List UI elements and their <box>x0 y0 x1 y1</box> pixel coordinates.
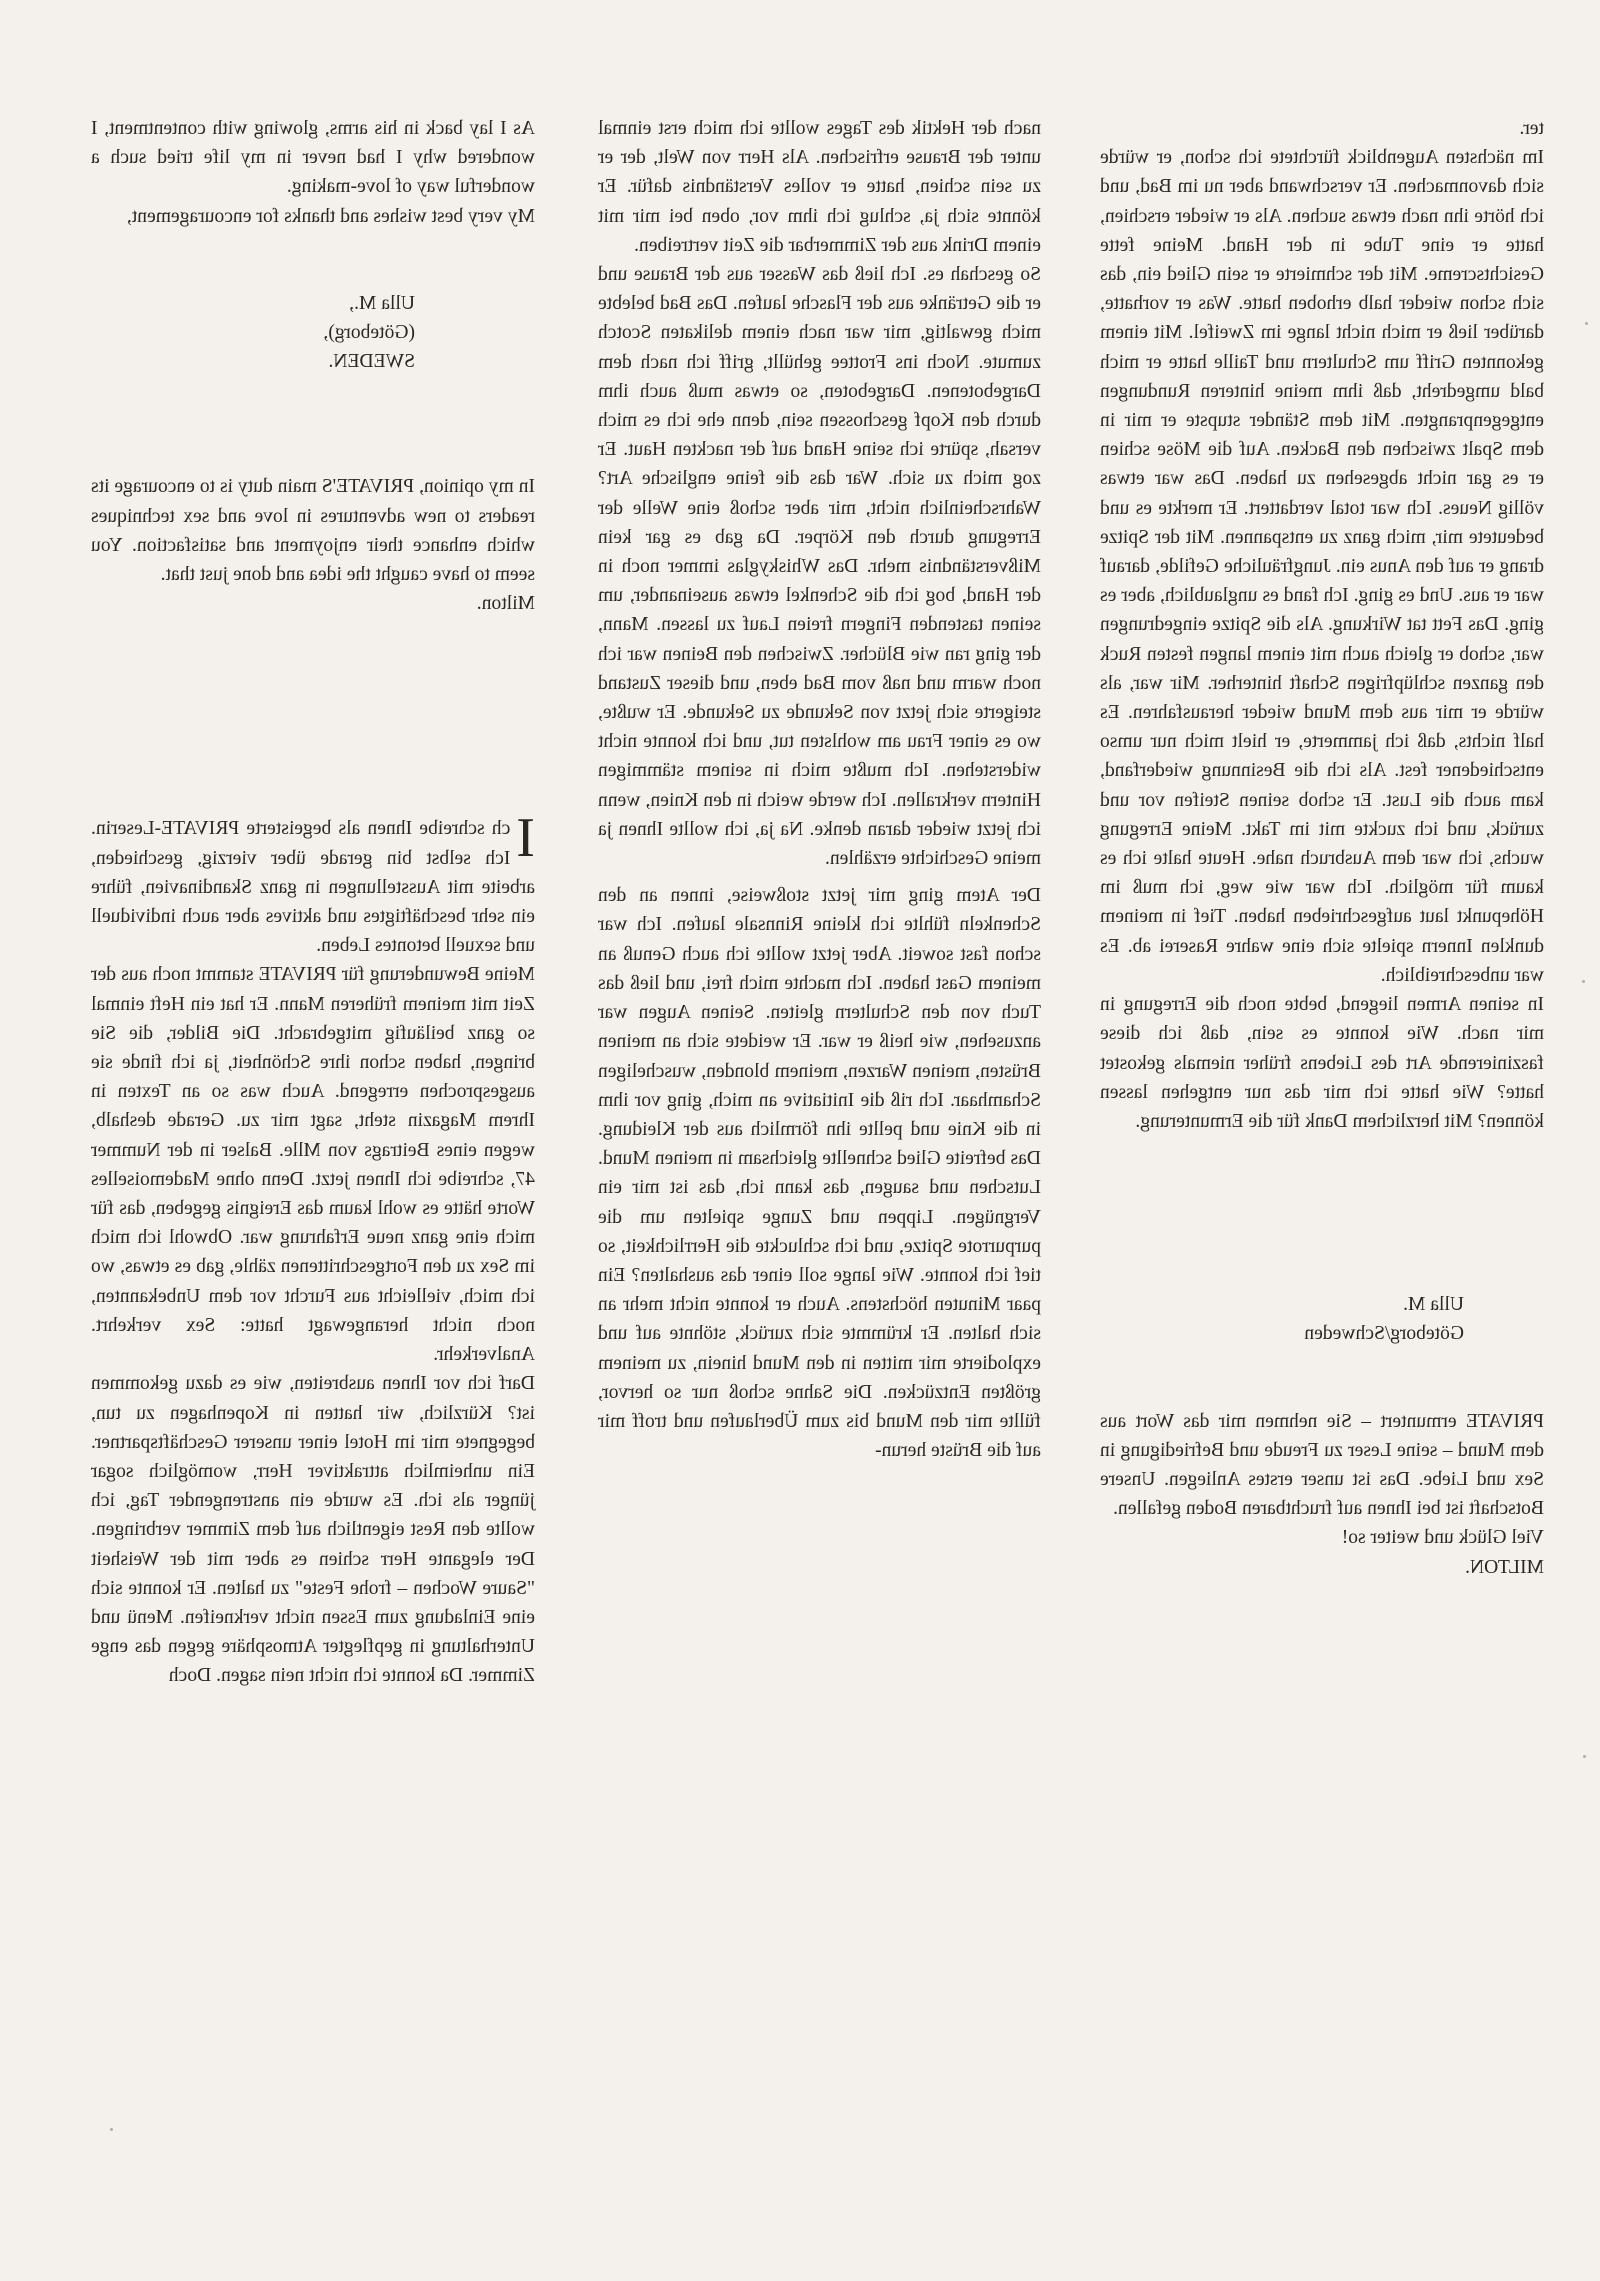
letter-de-paragraph-3: Darf ich vor Ihnen ausbreiten, wie es dazu gekommen ist? Kürzlich, wir hatten in Kopenhagen zu tun, begegnete mir im Hotel einer unserer Geschäftspartner. Ein unheimlich attraktiver Herr, womöglich sogar jünger als ich. Es wurde ein anstrengender Tag, ich wollte den Rest eigentlich auf dem Zimmer verbringen. Der elegante Herr schien es aber mit der Weisheit "Saure Wochen – frohe Feste" zu halten. Er konnte sich eine Einladung zum Essen nicht verkneifen. Menü und Unterhaltung in gepflegter Atmosphäre gegen das enge Zimmer. Da konnte ich nicht nein sagen. Doch <box>91 1373 535 1687</box>
column-2 <box>598 114 1041 1465</box>
column-2-paragraph-2: So geschah es. Ich ließ das Wasser aus der Brause und er die Getränke aus der Flasche laufen. Das Bad belebte mich gewaltig, mir war nach einem delikaten Scotch zumute. Noch ins Frottee gehüllt, griff ich nach dem Dargebotenen. Dargeboten, so etwas muß auch ihm durch den Kopf geschossen sein, denn ehe ich es mich versah, spürte ich seine Hand auf der nackten Haut. Er zog mich zu sich. War das die feine englische Art? Wahrscheinlich nicht, mir aber schoß eine Welle der Erregung durch den Körper. Da gab es gar kein Mißverständnis mehr. Das Whiskyglas immer noch in der Hand, bog ich die Schenkel etwas auseinander, um seinen tastenden Fingern freien Lauf zu lassen. Mann, der ging ran wie Blücher. Zwischen den Beinen war ich noch warm und naß vom Bad eben, und dieser Zustand steigerte sich jetzt von Sekunde zu Sekunde. Er wußte, wo es einer Frau am wohlsten tut, und ich konnte nicht widerstehen. Ich mußte mich in seinem stämmigen Hintern verkrallen. Ich werde weich in den Knien, wenn ich jetzt wieder daran denke. Na ja, ich wollte Ihnen ja meine Geschichte erzählen. <box>598 264 1041 870</box>
paper-speck <box>1582 980 1585 983</box>
signature-name: Ulla M., <box>349 292 415 314</box>
letter-de-paragraph-2: Meine Bewunderung für PRIVATE stammt noch aus der Zeit mit meinem früheren Mann. Er hat ein Heft einmal so ganz beiläufig mitgebracht. Die Bilder, die Sie bringen, haben schon ihre Schönheit, ja ich finde sie ausgesprochen erregend. Auch was so an Texten in Ihrem Magazin steht, sagt mir zu. Gerade deshalb, wegen eines Beitrags von Mlle. Balser in der Nummer 47, schreibe ich Ihnen jetzt. Denn ohne Mademoiselles Worte hätte es wohl kaum das Ereignis gegeben, das für mich eine ganz neue Erfahrung war. Obwohl ich mich im Sex zu den Fortgeschrittenen zähle, gab es etwas, wo ich mich, vielleicht aus Furcht vor dem Unbekannten, noch nicht herangewagt hatte: Sex verkehrt. Analverkehr. <box>91 964 535 1366</box>
column-3-paragraph-1: ter. <box>1519 118 1544 139</box>
paper-speck <box>1583 1755 1586 1758</box>
signature-name-de: Ulla M. <box>1403 1294 1464 1316</box>
column-3-paragraph-2: Im nächsten Augenblick fürchtete ich schon, er würde sich davonmachen. Er verschwand aber nu im Bad, und ich hörte ihn nach etwas suchen. Als er wieder erschien, hatte er eine Tube in der Hand. Meine fette Gesichtscreme. Mit der schmierte er sein Glied ein, das sich schon wieder halb erhoben hatte. Was er vorhatte, darüber ließ er mich nicht lange im Zweifel. Mit einem gekonnten Griff um Schultern und Taille hatte er mich bald umgedreht, daß ihm meine hinteren Rundungen entgegenprangten. Mit dem Ständer stupste er mir in dem Spalt zwischen den Backen. Auf die Möse schien er es gar nicht abgesehen zu haben. Das war etwas völlig Neues. Ich war total verdattert. Er merkte es und bedeutete mir, mich ganz zu entspannen. Mit der Spitze drang er auf den Anus ein. Jungfräuliche Gefilde, darauf war er aus. Und es ging. Ich fand es unglaublich, aber es ging. Das Fett tat Wirkung. Als die Spitze eingedrungen war, schob er gleich auch mit einem langen festen Ruck den ganzen schlüpfrigen Schaft hinterher. Mir war, als würde er mir aus dem Mund wieder herausfahren. Es half nichts, daß ich jammerte, er hielt mich nur umso entschiedener fest. Als ich die Besinnung wiederfand, kam auch die Lust. Er schob seinen Steifen vor und zurück, und ich zuckte mit im Takt. Meine Erregung wuchs, ich war dem Ausbruch nahe. Heute halte ich es kaum für möglich. Ich war wie weg, ich muß im Höhepunkt laut aufgeschrieben haben. Tief in meinem dunklen Innern spielte sich eine wahre Raserei ab. Es war unbeschreiblich. <box>1100 147 1544 986</box>
signature-country: SWEDEN. <box>328 351 415 373</box>
signature-city: (Göteborg), <box>323 322 415 344</box>
signature-city-de: Göteborg/Schweden <box>1304 1323 1464 1345</box>
letter-de-intro-text: ch schreibe Ihnen als begeisterte PRIVATE-Leserin. Ich selbst bin gerade über vierzig, geschieden, arbeite mit Ausstellungen in ganz Skandinavien, führe ein sehr beschäftigtes und aktives aber auch individuell und sexuell betontes Leben. <box>91 818 535 957</box>
letter-en-paragraph-2: My very best wishes and thanks for encouragement, <box>126 205 535 227</box>
editor-reply-de-close: Viel Glück und weiter so! <box>1341 1527 1544 1549</box>
editor-reply-en-sign: Milton. <box>476 593 535 615</box>
column-1 <box>91 114 535 1691</box>
column-2-paragraph-1: nach der Hektik des Tages wollte ich mich erst einmal unter der Brause erfrischen. Als Herr von Welt, der er zu sein schien, hatte er volles Verständnis dafür. Er könnte sich ja, schlug ich ihm vor, oben bei mir mit einem Drink aus der Zimmerbar die Zeit vertreiben. <box>598 118 1041 256</box>
column-3 <box>1100 114 1544 1582</box>
paper-speck <box>110 2128 113 2131</box>
column-2-paragraph-3: Der Atem ging mir jetzt stoßweise, innen an den Schenkeln fühlte ich kleine Rinnsale laufen. Ich war schon fast soweit. Aber jetzt wollte ich auch Genuß an meinem Gast haben. Ich machte mich frei, und ließ das Tuch von den Schultern gleiten. Seinen Augen war anzusehen, wie heiß er war. Er weidete sich an meinen Brüsten, meinen Warzen, meinem blonden, wuscheligen Schamhaar. Ich riß die Initiative an mich, ging vor ihm in die Knie und pellte ihn förmlich aus der Kleidung. Das befreite Glied schnellte gleichsam in meinen Mund. Lutschen und saugen, das kann ich, das ist mir ein Vergnügen. Lippen und Zunge spielten um die purpurrote Spitze, und ich schluckte die Herrlichkeit, so tief ich konnte. Wie lange soll einer das aushalten? Ein paar Minuten höchstens. Auch er konnte nicht mehr an sich halten. Er krümmte sich zurück, stöhnte auf und explodierte mir mitten in den Mund hinein, zu meinem größten Entzücken. Die Sahne schoß nur so hervor, füllte mir den Mund bis zum Überlaufen und troff mir auf die Brüste herun- <box>598 885 1041 1462</box>
column-3-paragraph-3: In seinen Armen liegend, bebte noch die Erregung in mir nach. Wie konnte es sein, daß ich diese faszinierende Art des Liebens früher niemals gekostet hatte? Wie hatte ich mir das nur entgehen lassen können? Mit herzlichem Dank für die Ermunterung. <box>1100 994 1544 1132</box>
editor-reply-en: In my opinion, PRIVATE'S main duty is to encourage its readers to new adventures in love and sex techniques which enhance their enjoyment and satisfaction. You seem to have caught the idea and done just that. <box>90 476 535 586</box>
paper-speck <box>1585 322 1588 325</box>
letter-de-intro <box>91 807 535 960</box>
letter-en-paragraph-1: As I lay back in his arms, glowing with contentment, I wondered why I had never in my life tried such a wonderful way of love-making. <box>91 118 535 198</box>
editor-reply-de-sign: MILTON. <box>1465 1556 1544 1578</box>
drop-cap: I <box>516 807 535 870</box>
editor-reply-de: PRIVATE ermuntert – Sie nehmen mir das Wort aus dem Mund – seine Leser zu Freude und Befriedigung in Sex und Liebe. Das ist unser erstes Anliegen. Unsere Botschaft ist bei Ihnen auf fruchtbaren Boden gefallen. <box>1100 1410 1544 1520</box>
